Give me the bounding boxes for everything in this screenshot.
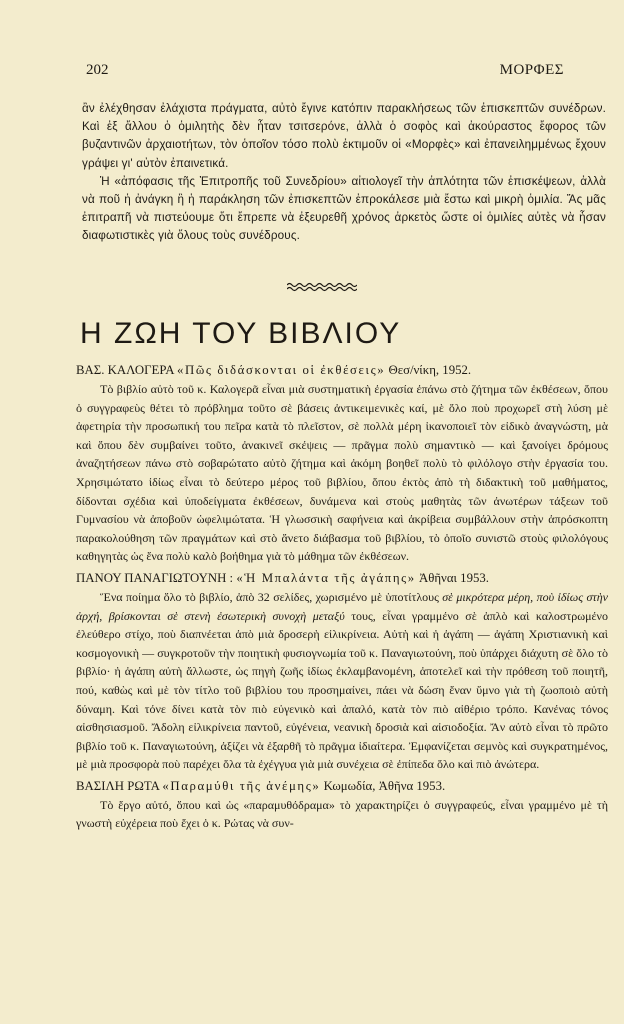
review-author: ΒΑΣΙΛΗ ΡΩΤΑ xyxy=(76,778,160,793)
prose-paragraph-1: ἂν ἐλέχθησαν ἐλάχιστα πράγματα, αὐτὸ ἔγινε κατόπιν παρακλήσεως τῶν ἐπισκεπτῶν συνέδρων. Καὶ ἐξ ἄλλου ὁ ὁμιλητὴς δὲν ἦταν τσιτσερόνε, ἀλλὰ ὁ σοφὸς καὶ ἀκούραστος ἔφορος τῶν βυζαντινῶν ἀρχαιοτήτων, τὸν ὁποῖον τόσο πολὺ ἐκτιμοῦν οἱ «Μορφὲς» καὶ ἐπανειλημμένως ἔχουν γράψει γι' αὐτὸν ἐπαινετικά. xyxy=(82,102,606,170)
book-reviews xyxy=(76,360,608,835)
review-publication: Ἀθῆναι 1953. xyxy=(418,570,489,585)
journal-title: ΜΟΡΦΕΣ xyxy=(499,62,564,78)
review-body: Τὸ βιβλίο αὐτὸ τοῦ κ. Καλογερᾶ εἶναι μιὰ συστηματικὴ ἐργασία ἐπάνω στὸ ζήτημα τῶν ἐκθέσεων, ὅπου ὁ συγγραφεὺς θέτει τὸ πρόβλημα τοῦτο σὲ βάσεις ἀντικειμενικὲς καί, μὲ ὅλο ποὺ προχωρεῖ στὴ λύση μὲ ἀφετηρία τὴν προσωπική του πεῖρα κατὰ τὸ πλεῖστον, σὲ πολλὰ μέρη ἱκανοποιεῖ τὸν εἰδικὸ ἀναγνώστη, μὰ καὶ ὅπου δὲν συμβαίνει τοῦτο, ἀνακινεῖ σκέψεις — πρᾶγμα πολὺ σημαντικὸ — καὶ ξανοίγει δρόμους ἀναζητήσεων πάνω στὸ σοβαρώτατο αὐτὸ ζήτημα καὶ ἀκόμη βοηθεῖ πολὺ τὸ φιλόλογο στὴν ἐργασία του. Χρησιμώτατο ἰδίως εἶναι τὸ δεύτερο μέρος τοῦ βιβλίου, ὅπου ἐκτὸς ἀπὸ τὴ διδακτικὴ τοῦ μαθήματος, δίδονται σχέδια καὶ ὑποδείγματα ἐκθέσεων, δυνάμενα καὶ στοὺς μαθητὰς τῶν ἀνωτέρων τάξεων τοῦ Γυμνασίου νὰ ἀποβοῦν ὠφελιμώτατα. Ἡ γλωσσικὴ σαφήνεια καὶ ἀκρίβεια συμβάλλουν στὴν ἀπρόσκοπτη παρακολούθηση τῶν πραγμάτων καὶ στὸ ἄνετο διάβασμα τοῦ βιβλίου, τὸ ὁποῖο συνιστῶ στοὺς φιλολόγους καθηγητὰς ὡς ἕνα πολὺ καλὸ βοήθημα γιὰ τὸ μάθημα τῶν ἐκθέσεων. xyxy=(76,382,608,564)
review-heading xyxy=(76,360,608,380)
review-publication: Θεσ/νίκη, 1952. xyxy=(388,363,472,377)
review-book-title: «Παραμύθι τῆς ἀνέμης» xyxy=(162,778,321,793)
review-heading xyxy=(76,568,608,588)
review-author: ΒΑΣ. ΚΑΛΟΓΕΡΑ xyxy=(76,363,174,377)
page-number: 202 xyxy=(86,62,109,78)
review-publication: Κωμωδία, Ἀθῆνα 1953. xyxy=(323,778,446,793)
review-heading xyxy=(76,776,608,796)
review-author: ΠΑΝΟΥ ΠΑΝΑΓΙΩΤΟΥΝΗ : xyxy=(76,570,234,585)
review-body: Ἕνα ποίημα ὅλο τὸ βιβλίο, ἀπὸ 32 σελίδες, χωρισμένο μὲ ὑποτίτλους σὲ μικρότερα μέρη, ποὺ ἰδίως στὴν ἀρχή, βρίσκονται σὲ στενὴ ἐσωτερικὴ συνοχὴ μεταξύ τους, εἶναι γραμμένο σὲ ἁπλὸ καὶ καλοστρωμένο ἐλεύθερο στίχο, ποὺ διαπνέεται ἀπὸ μιὰ δροσερὴ εἰλικρίνεια. Αὐτὴ καὶ ἡ ἀγάπη — ἀγάπη Χριστιανικὴ καὶ κοσμογονικὴ — συγκροτοῦν τὴν ποιητικὴ φυσιογνωμία τοῦ κ. Παναγιωτούνη, ποὺ ὑπάρχει διάχυτη σὲ ὅλο τὸ βιβλίο· ἡ ἀγάπη αὐτὴ ἄλλωστε, ὡς πηγὴ ζωῆς ἰδίως ἐκλαμβανομένη, ἀποτελεῖ καὶ τὴν πρόθεση τοῦ ποιητῆ, πού, καθὼς καὶ μὲ τὸν τίτλο τοῦ βιβλίου του προσημαίνει, πάει νὰ δώση ἕναν ὕμνο γιὰ τὴ ζωοποιὸ αὐτὴ δύναμη. Καὶ τόνε δίνει κατὰ τὸν πιὸ εὐγενικὸ καὶ ἁπαλό, κατὰ τὸν πιὸ αἰθέριο τρόπο. Κανένας τόνος αἰσθησιασμοῦ. Ἄδολη εἰλικρίνεια παντοῦ, εὐγένεια, νεανικὴ δροσιὰ καὶ αἰσιοδοξία. Ἄν αὐτὸ εἶναι τὸ πρῶτο βιβλίο τοῦ κ. Παναγιωτούνη, ἀξίζει νὰ ἐξαρθῆ τὸ πρᾶγμα ἰδιαίτερα. Ἐμφανίζεται σεμνὸς καὶ συγκρατημένος, μὲ μιὰ προσφορὰ ποὺ παρέχει ὅλα τὰ ἐχέγγυα γιὰ μιὰ συνέχεια σὲ ἐπίπεδα ὅλο καὶ πιὸ ἀνώτερα. xyxy=(76,589,608,772)
page-header xyxy=(82,62,564,82)
review-body: Τὸ ἔργο αὐτό, ὅπου καὶ ὡς «παραμυθόδραμα» τὸ χαρακτηρίζει ὁ συγγραφεύς, εἶναι γραμμένο μὲ τὴ γνωστὴ εὐχέρεια ποὺ ἔχει ὁ κ. Ρώτας νὰ συν- xyxy=(76,797,608,831)
section-title: Η ΖΩΗ ΤΟΥ ΒΙΒΛΙΟΥ xyxy=(80,317,402,350)
review-book-title: «Πῶς διδάσκονται οἱ ἐκθέσεις» xyxy=(177,363,386,377)
wavy-divider-ornament xyxy=(287,281,357,293)
review-book-title: «Ἡ Μπαλάντα τῆς ἀγάπης» xyxy=(236,570,416,585)
continued-article xyxy=(82,100,606,246)
prose-paragraph-2: Ἡ «ἀπόφασις τῆς Ἐπιτροπῆς τοῦ Συνεδρίου» αἰτιολογεῖ τὴν ἀπλότητα τῶν ἐπισκέψεων, ἀλλὰ νὰ ποῦ ἡ ἀνάγκη ἢ ἡ παράκληση τῶν ἐπισκεπτῶν ἐπροκάλεσε μιὰ ἔστω καὶ μικρὴ ὁμιλία. Ἄς μᾶς ἐπιτραπῆ νὰ πιστεύουμε ὅτι ἔπρεπε νὰ ἐξευρεθῆ χρόνος ἀρκετὸς ὥστε οἱ ὁμιλίες αὐτὲς νὰ ἦσαν διαφωτιστικὲς γιὰ ὅλους τοὺς συνέδρους. xyxy=(82,174,606,243)
